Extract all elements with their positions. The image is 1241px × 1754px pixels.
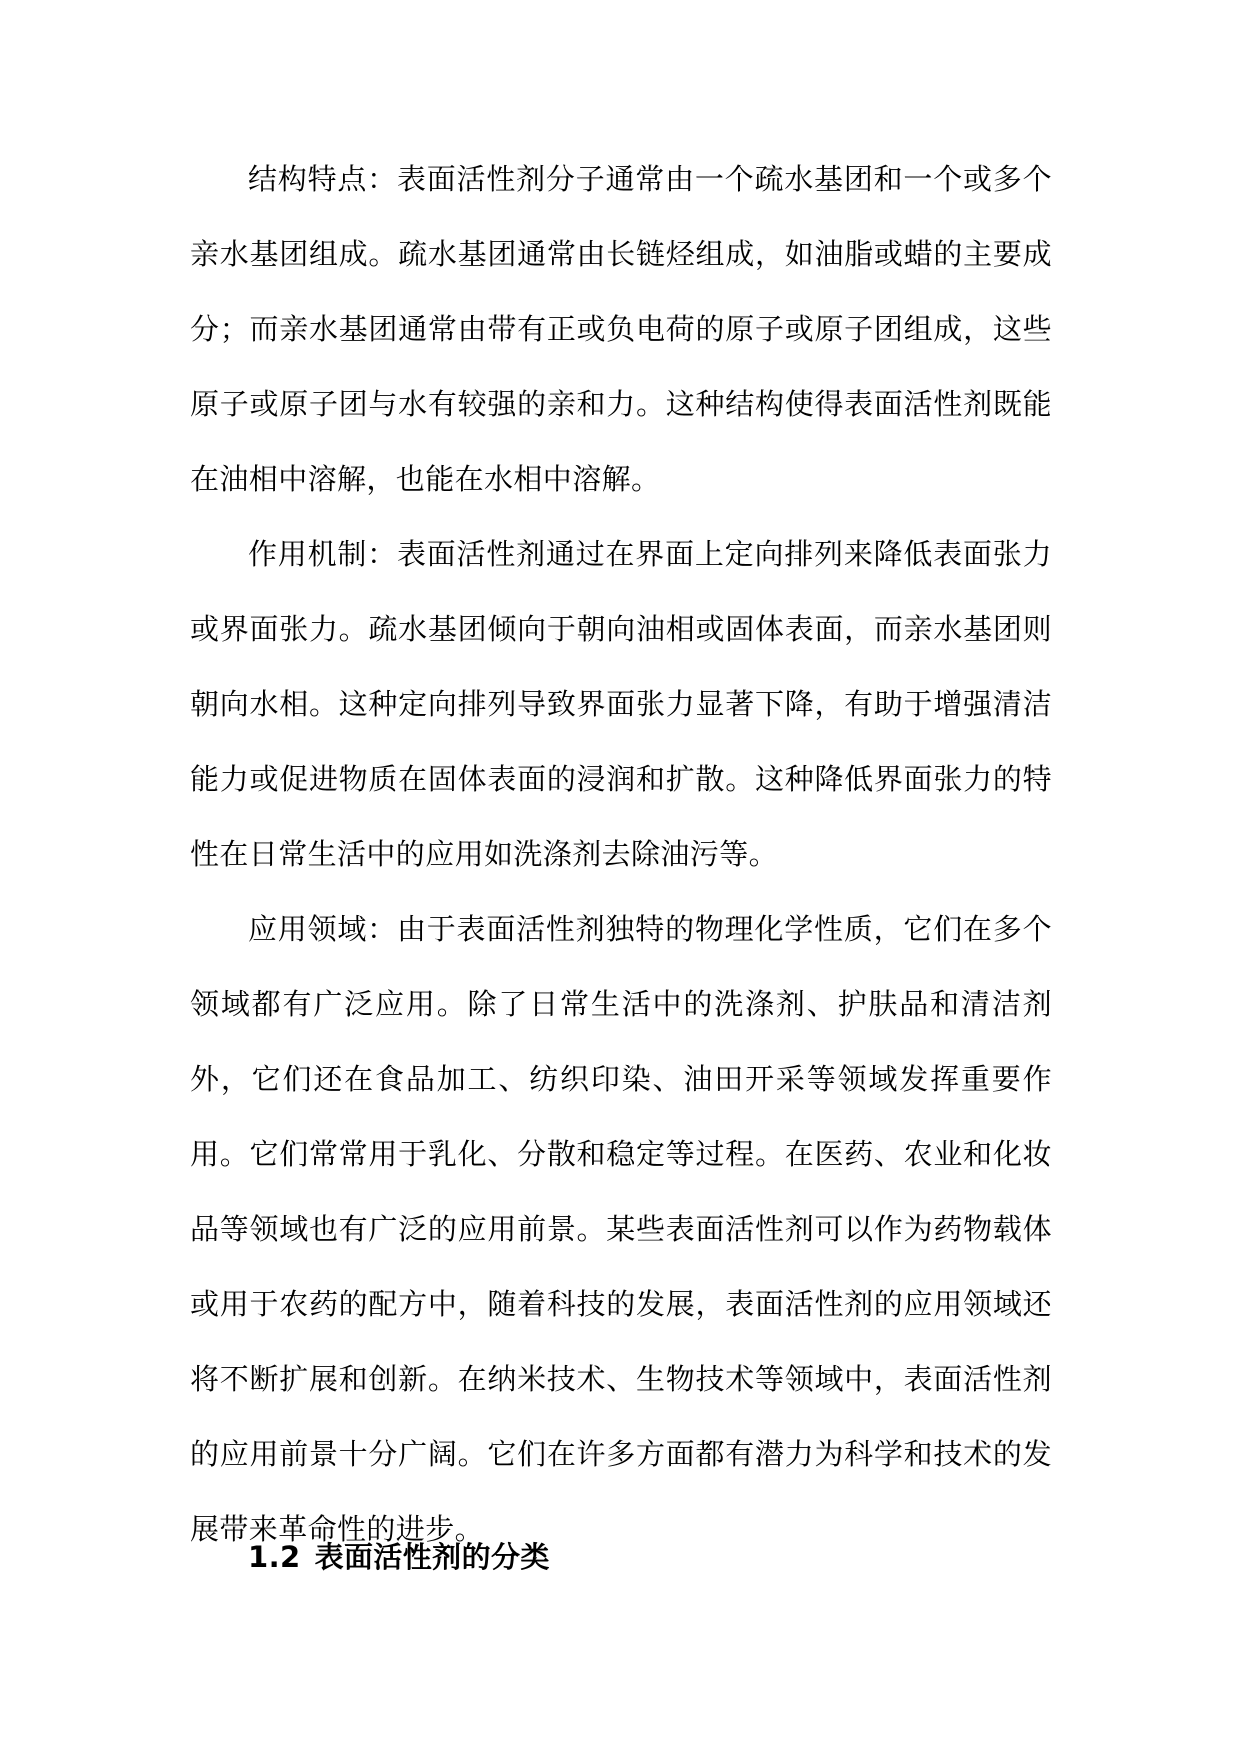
section-title: 表面活性剂的分类 bbox=[314, 1540, 550, 1574]
paragraph-applications: 应用领域：由于表面活性剂独特的物理化学性质，它们在多个领域都有广泛应用。除了日常生活中的洗涤剂、护肤品和清洁剂外，它们还在食品加工、纺织印染、油田开采等领域发挥重要作用。它们常常用于乳化、分散和稳定等过程。在医药、农业和化妆品等领域也有广泛的应用前景。某些表面活性剂可以作为药物载体或用于农药的配方中，随着科技的发展，表面活性剂的应用领域还将不断扩展和创新。在纳米技术、生物技术等领域中，表面活性剂的应用前景十分广阔。它们在许多方面都有潜力为科学和技术的发展带来革命性的进步。 bbox=[190, 912, 1052, 1546]
paragraph-mechanism: 作用机制：表面活性剂通过在界面上定向排列来降低表面张力或界面张力。疏水基团倾向于朝向油相或固体表面，而亲水基团则朝向水相。这种定向排列导致界面张力显著下降，有助于增强清洁能力或促进物质在固体表面的浸润和扩散。这种降低界面张力的特性在日常生活中的应用如洗涤剂去除油污等。 bbox=[190, 537, 1052, 871]
section-heading bbox=[248, 1520, 550, 1595]
section-number: 1.2 bbox=[248, 1540, 301, 1574]
paragraph-structure: 结构特点：表面活性剂分子通常由一个疏水基团和一个或多个亲水基团组成。疏水基团通常由长链烃组成，如油脂或蜡的主要成分；而亲水基团通常由带有正或负电荷的原子或原子团组成，这些原子或原子团与水有较强的亲和力。这种结构使得表面活性剂既能在油相中溶解，也能在水相中溶解。 bbox=[190, 162, 1052, 496]
document-body bbox=[190, 142, 1052, 1574]
